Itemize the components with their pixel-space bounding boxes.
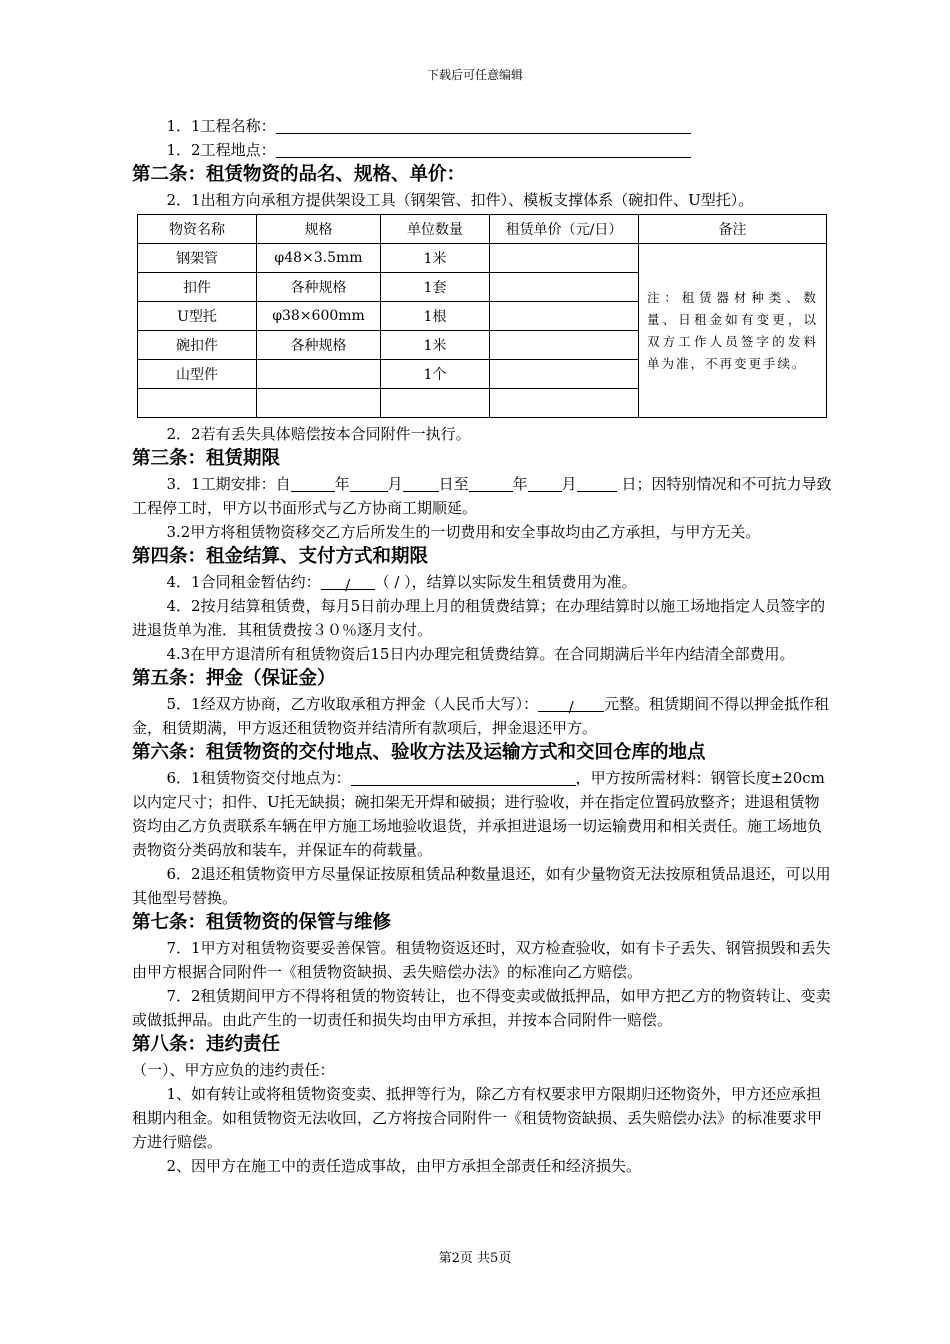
section-5-p1	[132, 692, 832, 740]
table-header-row	[138, 215, 827, 244]
page-footer: 第2页 共5页	[438, 1251, 512, 1266]
deposit-text: 元整。租赁期间不得以押金抵作租金，租赁期满，甲方返还租赁物资并结清所有款项后，押金退还甲方。	[132, 695, 830, 737]
table-cell: φ48×3.5mm	[257, 244, 381, 273]
table-header: 规格	[257, 215, 381, 244]
table-header: 租赁单价（元/日）	[490, 215, 639, 244]
section-4-p1	[132, 570, 832, 594]
table-cell: 山型件	[138, 360, 257, 389]
remarks-note: 注：租赁器材种类、数量、日租金如有变更，以双方工作人员签字的发料单为准，不再变更手续。	[639, 244, 827, 418]
month-label: 月	[387, 475, 403, 493]
page-header: 下载后可任意编辑	[426, 68, 523, 82]
rent-estimate-label: 4．1合同租金暂估约：	[166, 573, 321, 591]
section-4-title: 第四条：租金结算、支付方式和期限	[132, 546, 429, 567]
project-location-line	[132, 138, 832, 162]
start-year-field[interactable]	[291, 475, 335, 492]
table-cell: 1套	[381, 273, 490, 302]
materials-table	[137, 214, 827, 418]
section-4-p3: 4.3在甲方退清所有租赁物资后15日内办理完租赁费结算。在合同期满后半年内结清全部费用。	[166, 645, 795, 663]
table-cell: 1米	[381, 331, 490, 360]
table-cell: 钢架管	[138, 244, 257, 273]
project-name-field[interactable]	[276, 117, 691, 134]
table-cell: U型托	[138, 302, 257, 331]
table-cell	[138, 389, 257, 418]
table-cell: φ38×600mm	[257, 302, 381, 331]
delivery-place-field[interactable]	[351, 769, 576, 786]
table-header: 备注	[639, 215, 827, 244]
table-cell	[257, 389, 381, 418]
section-2-p2: 2．2若有丢失具体赔偿按本合同附件一执行。	[166, 425, 471, 443]
section-6-p1	[132, 766, 832, 862]
section-7-p2: 7．2租赁期间甲方不得将租赁的物资转让，也不得变卖或做抵押品，如甲方把乙方的物资转让、变卖或做抵押品。由此产生的一切责任和损失均由甲方承担，并按本合同附件一赔偿。	[132, 987, 831, 1029]
rent-estimate-text: （ / ），结算以实际发生租赁费用为准。	[374, 573, 637, 591]
deposit-label: 5．1经双方协商，乙方收取承租方押金（人民币大写）：	[166, 695, 539, 713]
delivery-text: ，甲方按所需材料：钢管长度±20cm以内定尺寸；扣件、U托无缺损；碗扣架无开焊和破损；进行验收，并在指定位置码放整齐；进退租赁物资均由乙方负责联系车辆在甲方施工场地验收退货，并承担进退场一切运输费用和相关责任。施工场地负责物资分类码放和装车，并保证车的荷载量。	[132, 769, 825, 859]
end-day-field[interactable]	[577, 475, 617, 492]
start-day-field[interactable]	[403, 475, 439, 492]
table-cell	[381, 389, 490, 418]
project-name-label: 1．1工程名称：	[166, 117, 276, 135]
section-7-title: 第七条：租赁物资的保管与维修	[132, 912, 392, 933]
table-cell	[490, 273, 639, 302]
day-to-label: 日至	[438, 475, 469, 493]
section-3-p2: 3.2甲方将租赁物资移交乙方后所发生的一切费用和安全事故均由乙方承担，与甲方无关。	[166, 523, 761, 541]
section-8-p1: 1、如有转让或将租赁物资变卖、抵押等行为，除乙方有权要求甲方限期归还物资外，甲方还应承担租期内租金。如租赁物资无法收回，乙方将按合同附件一《租赁物资缺损、丢失赔偿办法》的标准要求甲方进行赔偿。	[132, 1085, 823, 1151]
table-cell	[490, 360, 639, 389]
document-body	[132, 114, 832, 1178]
term-label: 3．1工期安排：自	[166, 475, 291, 493]
end-year-field[interactable]	[469, 475, 513, 492]
month-label: 月	[561, 475, 577, 493]
section-5-title: 第五条：押金（保证金）	[132, 668, 336, 689]
project-location-field[interactable]	[276, 141, 691, 158]
section-6-p2: 6．2退还租赁物资甲方尽量保证按原租赁品种数量退还，如有少量物资无法按原租赁品退还，可以用其他型号替换。	[132, 865, 831, 907]
start-month-field[interactable]	[350, 475, 388, 492]
section-3-title: 第三条：租赁期限	[132, 448, 281, 469]
table-cell	[490, 244, 639, 273]
end-month-field[interactable]	[528, 475, 562, 492]
table-cell: 1个	[381, 360, 490, 389]
section-2-p1: 2．1出租方向承租方提供架设工具（钢架管、扣件）、模板支撑体系（碗扣件、U型托）。	[166, 191, 754, 209]
section-8-p2: 2、因甲方在施工中的责任造成事故，由甲方承担全部责任和经济损失。	[166, 1157, 642, 1175]
section-7-p1: 7．1甲方对租赁物资要妥善保管。租赁物资返还时，双方检查验收，如有卡子丢失、钢管损毁和丢失由甲方根据合同附件一《租赁物资缺损、丢失赔偿办法》的标准向乙方赔偿。	[132, 939, 831, 981]
section-2-title: 第二条：租赁物资的品名、规格、单价：	[132, 164, 466, 185]
table-cell: 碗扣件	[138, 331, 257, 360]
table-cell: 1米	[381, 244, 490, 273]
table-row	[138, 244, 827, 273]
table-cell	[490, 302, 639, 331]
term-text: 日；因特别情况和不可抗力导致工程停工时，甲方以书面形式与乙方协商工期顺延。	[132, 475, 832, 517]
year-label: 年	[512, 475, 528, 493]
table-cell	[257, 360, 381, 389]
section-8-subtitle: （一）、甲方应负的违约责任：	[132, 1061, 335, 1079]
table-cell: 扣件	[138, 273, 257, 302]
year-label: 年	[334, 475, 350, 493]
section-6-title: 第六条：租赁物资的交付地点、验收方法及运输方式和交回仓库的地点	[132, 742, 706, 763]
table-header: 单位数量	[381, 215, 490, 244]
delivery-place-label: 6．1租赁物资交付地点为：	[166, 769, 351, 787]
table-cell	[490, 331, 639, 360]
table-cell: 各种规格	[257, 331, 381, 360]
project-name-line	[132, 114, 832, 138]
project-location-label: 1．2工程地点：	[166, 141, 276, 159]
rent-estimate-field[interactable]: /	[321, 573, 375, 590]
table-cell: 各种规格	[257, 273, 381, 302]
table-cell: 1根	[381, 302, 490, 331]
table-header: 物资名称	[138, 215, 257, 244]
section-3-p1	[132, 472, 832, 520]
section-8-title: 第八条：违约责任	[132, 1034, 281, 1055]
section-4-p2: 4．2按月结算租赁费，每月5日前办理上月的租赁费结算；在办理结算时以施工场地指定人员签字的进退货单为准．其租赁费按３０％逐月支付。	[132, 597, 826, 639]
deposit-field[interactable]: /	[538, 695, 604, 712]
table-cell	[490, 389, 639, 418]
